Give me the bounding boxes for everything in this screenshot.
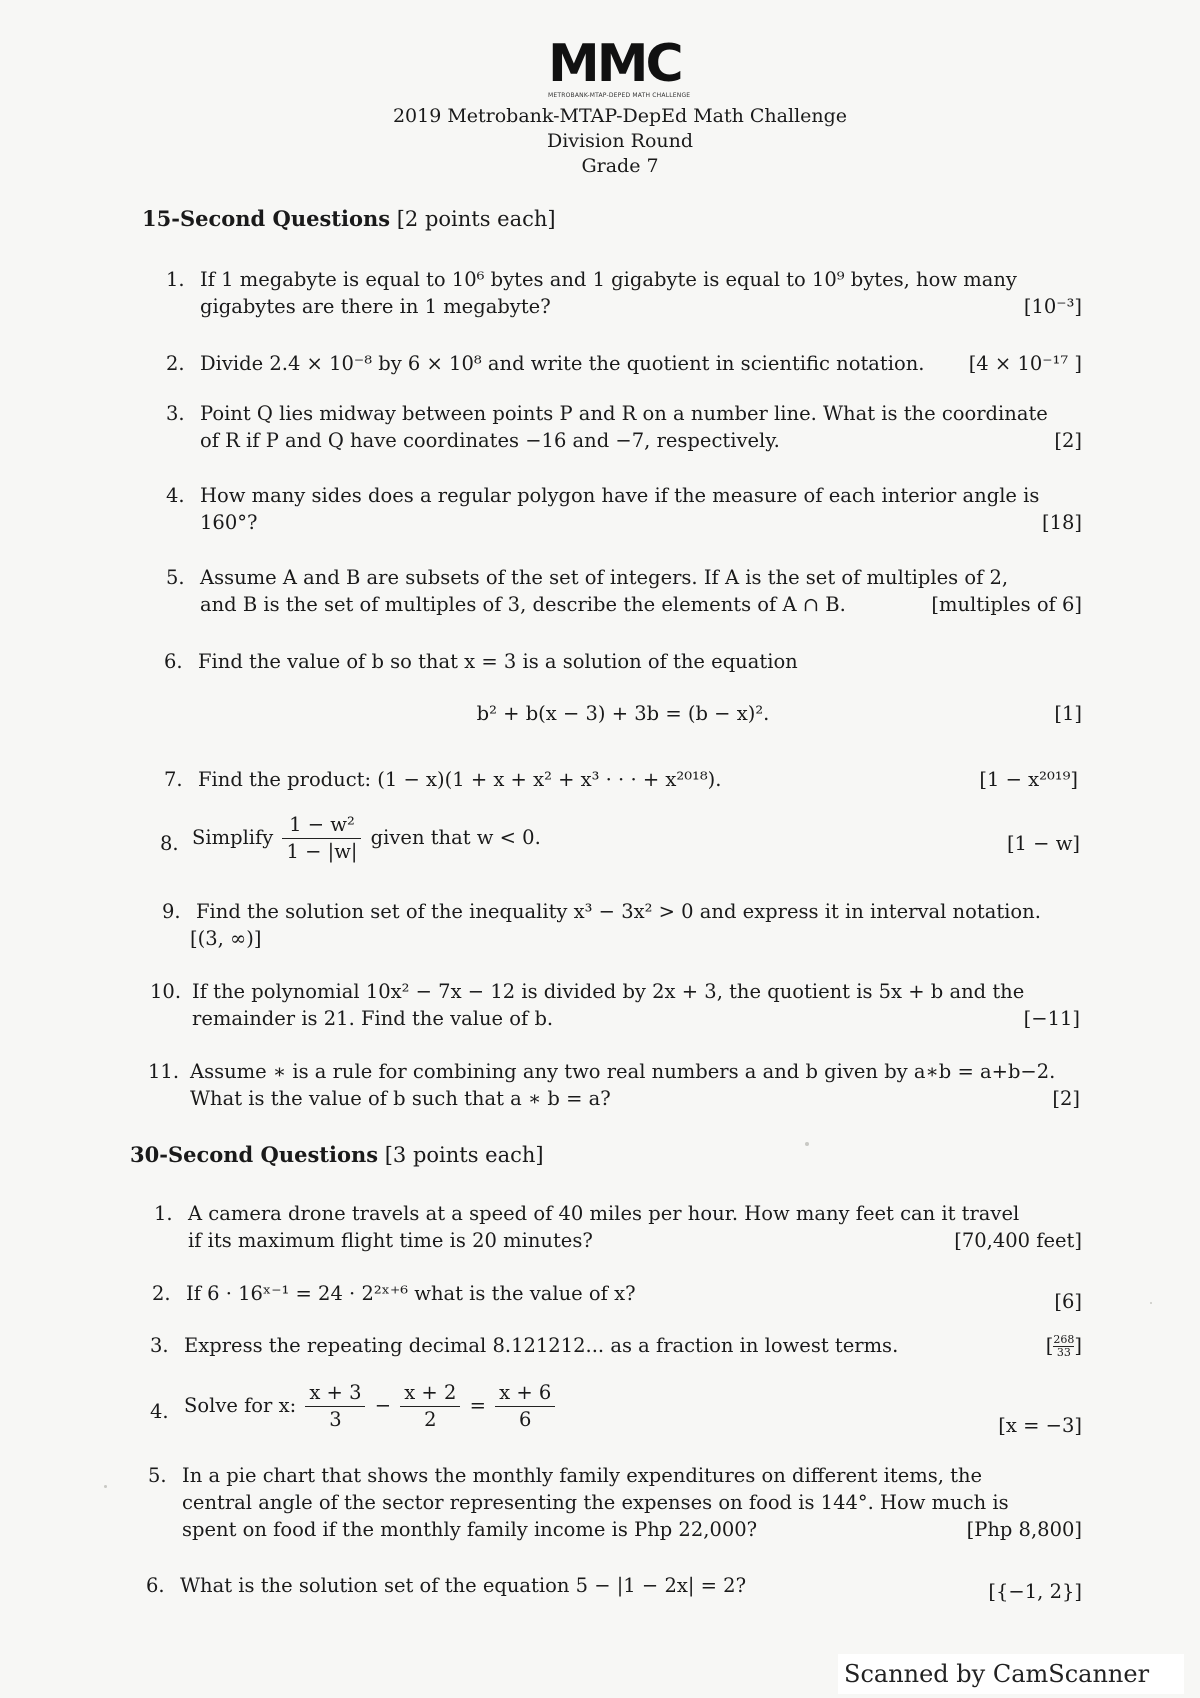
answer: [70,400 feet]: [954, 1229, 1082, 1252]
logo-tagline: METROBANK-MTAP-DEPED MATH CHALLENGE: [548, 92, 691, 99]
question-text: If the polynomial 10x² − 7x − 12 is divided by 2x + 3, the quotient is 5x + b and the: [192, 980, 1025, 1003]
question-text: Solve for x:: [184, 1394, 297, 1417]
question-text: In a pie chart that shows the monthly family expenditures on different items, the: [182, 1464, 983, 1487]
question-number: 10.: [150, 980, 182, 1003]
question-number: 3.: [150, 1334, 169, 1357]
question-text: Find the solution set of the inequality x³ − 3x² > 0 and express it in interval notation.: [196, 900, 1041, 923]
section-points: [2 points each]: [396, 207, 556, 231]
question-item: [150, 1332, 1082, 1368]
answer: [1 − x²⁰¹⁹]: [979, 768, 1078, 791]
answer: [1 − w]: [1006, 832, 1080, 855]
question-text: If 6 · 16ˣ⁻¹ = 24 · 2²ˣ⁺⁶ what is the value of x?: [186, 1282, 636, 1305]
question-text: if its maximum flight time is 20 minutes?: [188, 1229, 593, 1252]
question-item: [148, 1462, 1082, 1546]
question-item: [166, 266, 1082, 326]
mmc-logo: [548, 34, 691, 99]
question-item: [148, 1058, 1080, 1118]
question-number: 9.: [162, 900, 181, 923]
fraction: [495, 1380, 555, 1433]
header-grade: Grade 7: [581, 155, 659, 177]
question-item: [164, 766, 1078, 796]
section-points: [3 points each]: [384, 1143, 544, 1167]
question-item: [164, 648, 1082, 738]
answer: [1]: [1054, 702, 1082, 725]
answer: [{−1, 2}]: [988, 1580, 1082, 1603]
question-text: central angle of the sector representing the expenses on food is 144°. How much is: [182, 1491, 1009, 1514]
question-text: 160°?: [200, 511, 258, 534]
question-text: Divide 2.4 × 10⁻⁸ by 6 × 10⁸ and write the quotient in scientific notation.: [200, 352, 925, 375]
answer: [2]: [1054, 429, 1082, 452]
fraction: [400, 1380, 460, 1433]
question-text: Find the value of b so that x = 3 is a solution of the equation: [198, 650, 798, 673]
question-text: Find the product: (1 − x)(1 + x + x² + x³ · · · + x²⁰¹⁸).: [198, 768, 722, 791]
answer-denominator: 33: [1056, 1346, 1071, 1359]
question-number: 8.: [160, 832, 179, 855]
question-text: gigabytes are there in 1 megabyte?: [200, 295, 551, 318]
answer: [Php 8,800]: [966, 1518, 1082, 1541]
exam-header: [300, 104, 940, 179]
question-item: [166, 350, 1082, 380]
answer: [6]: [1054, 1290, 1082, 1313]
question-number: 11.: [148, 1060, 180, 1083]
question-item: [150, 1380, 1082, 1446]
question-number: 3.: [166, 402, 185, 425]
fraction-numerator: x + 6: [495, 1380, 555, 1407]
question-text: Point Q lies midway between points P and R on a number line. What is the coordinate: [200, 402, 1048, 425]
question-number: 4.: [150, 1400, 169, 1423]
header-round: Division Round: [546, 130, 694, 152]
question-number: 4.: [166, 484, 185, 507]
fraction-denominator: 1 − |w|: [286, 840, 358, 863]
scan-speck: [805, 1142, 809, 1146]
answer: [x = −3]: [998, 1414, 1082, 1437]
scan-speck: [1150, 1302, 1152, 1304]
question-text: and B is the set of multiples of 3, describe the elements of A ∩ B.: [200, 593, 846, 616]
question-text: Assume A and B are subsets of the set of integers. If A is the set of multiples of 2,: [200, 566, 1009, 589]
answer: [ $\frac{268}{33}$]: [1045, 1333, 1082, 1359]
answer: [18]: [1041, 511, 1082, 534]
question-item: [166, 564, 1082, 624]
question-number: 5.: [148, 1464, 167, 1487]
fraction-denominator: 2: [424, 1408, 437, 1431]
question-number: 6.: [146, 1574, 165, 1597]
question-text: given that w < 0.: [370, 826, 541, 849]
question-number: 1.: [154, 1202, 173, 1225]
question-text: If 1 megabyte is equal to 10⁶ bytes and 1 gigabyte is equal to 10⁹ bytes, how many: [200, 268, 1017, 291]
question-text: What is the value of b such that a ∗ b = a?: [190, 1087, 611, 1110]
question-number: 6.: [164, 650, 183, 673]
fraction-numerator: x + 3: [305, 1380, 365, 1407]
answer: [4 × 10⁻¹⁷ ]: [968, 352, 1082, 375]
question-text: remainder is 21. Find the value of b.: [192, 1007, 554, 1030]
fraction-numerator: 1 − w²: [282, 812, 361, 839]
scan-speck: [104, 1485, 107, 1488]
question-number: 1.: [166, 268, 185, 291]
section-title-15s: [142, 206, 556, 231]
question-number: 7.: [164, 768, 183, 791]
question-item: [146, 1572, 1082, 1604]
answer-numerator: 268: [1053, 1333, 1075, 1346]
question-text: of R if P and Q have coordinates −16 and −7, respectively.: [200, 429, 780, 452]
scanner-watermark: Scanned by CamScanner: [838, 1654, 1184, 1694]
question-text: Express the repeating decimal 8.121212... as a fraction in lowest terms.: [184, 1334, 899, 1357]
answer: [10⁻³]: [1023, 295, 1082, 318]
question-text: Assume ∗ is a rule for combining any two real numbers a and b given by a∗b = a+b−2.: [190, 1060, 1056, 1083]
fraction-denominator: 6: [518, 1408, 532, 1431]
operator: =: [469, 1394, 486, 1417]
operator: −: [374, 1394, 392, 1417]
question-number: 2.: [166, 352, 185, 375]
answer: [multiples of 6]: [931, 593, 1082, 616]
fraction: [282, 812, 361, 865]
answer: [(3, ∞)]: [190, 927, 262, 950]
section-title-30s: [130, 1142, 544, 1167]
question-text: How many sides does a regular polygon have if the measure of each interior angle is: [200, 484, 1040, 507]
question-text: A camera drone travels at a speed of 40 miles per hour. How many feet can it travel: [188, 1202, 1020, 1225]
answer: [2]: [1052, 1087, 1080, 1110]
question-item: [166, 400, 1082, 460]
question-item: [162, 898, 1078, 958]
fraction-denominator: 3: [329, 1408, 342, 1431]
fraction-numerator: x + 2: [400, 1380, 460, 1407]
question-item: [154, 1200, 1082, 1260]
question-text: Simplify: [192, 826, 274, 849]
question-item: [152, 1280, 1082, 1313]
section-title-text: 30-Second Questions: [130, 1142, 379, 1167]
question-text: What is the solution set of the equation 5 − |1 − 2x| = 2?: [180, 1574, 747, 1597]
question-text: spent on food if the monthly family income is Php 22,000?: [182, 1518, 758, 1541]
question-item: [160, 812, 1080, 876]
logo-mark: MMC: [548, 34, 681, 94]
fraction: [305, 1380, 365, 1433]
header-title: 2019 Metrobank-MTAP-DepEd Math Challenge: [392, 105, 848, 127]
question-number: 5.: [166, 566, 185, 589]
section-title-text: 15-Second Questions: [142, 206, 391, 231]
question-number: 2.: [152, 1282, 171, 1305]
question-item: [166, 482, 1082, 542]
question-item: [150, 978, 1080, 1038]
answer: [−11]: [1023, 1007, 1080, 1030]
equation: b² + b(x − 3) + 3b = (b − x)².: [476, 702, 770, 725]
